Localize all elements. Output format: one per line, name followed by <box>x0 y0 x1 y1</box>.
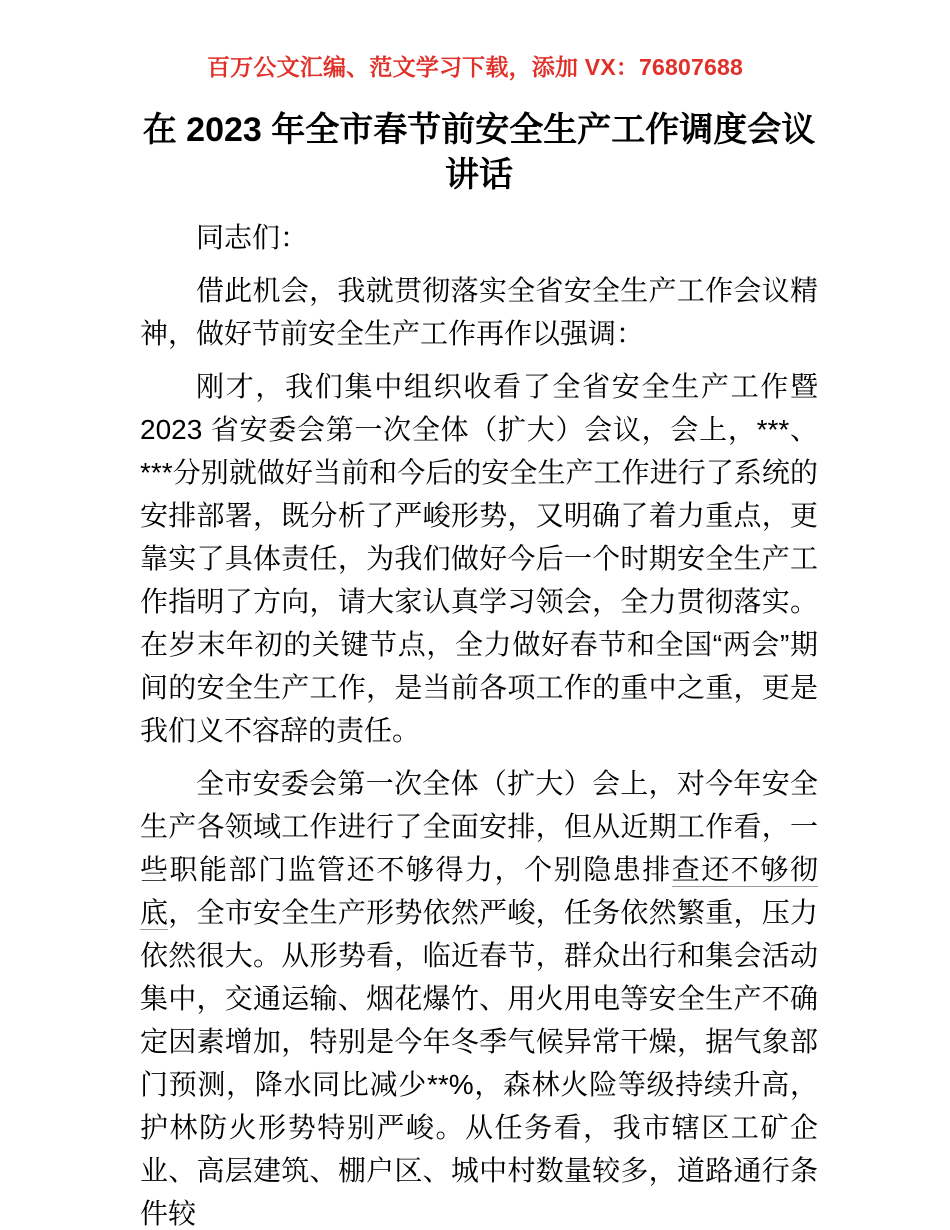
paragraph-text-segment: 全市安委会第一次全体（扩大）会上，对今年安全生产各领域工作进行了全面安排，但从近期工作看，一些职能部门监管还不够得力，个别隐患排 <box>140 768 818 885</box>
paragraph-text-segment: ，全市安全生产形势依然严峻，任务依然繁重，压力依然很大。从形势看，临近春节，群众出行和集会活动集中，交通运输、烟花爆竹、用火用电等安全生产不确定因素增加，特别是今年冬季气候异常干燥，据气象部门预测，降水同比减少**%，森林火险等级持续升高，护林防火形势特别严峻。从任务看，我市辖区工矿企业、高层建筑、棚户区、城中村数量较多，道路通行条件较 <box>140 897 818 1229</box>
grammar-flagged-text: 查还不够彻底 <box>140 854 818 928</box>
document-title: 在 2023 年全市春节前安全生产工作调度会议讲话 <box>142 111 816 194</box>
paragraph-intro: 借此机会，我就贯彻落实全省安全生产工作会议精神，做好节前安全生产工作再作以强调： <box>140 275 818 349</box>
promo-banner-text: 百万公文汇编、范文学习下载，添加 VX：76807688 <box>206 54 743 80</box>
paragraph-salutation: 同志们： <box>196 222 309 253</box>
document-content <box>140 108 818 1230</box>
paragraph-situation-analysis <box>140 762 818 1230</box>
paragraph-meeting-review: 刚才，我们集中组织收看了全省安全生产工作暨 2023 省安委会第一次全体（扩大）会议，会上，***、***分别就做好当前和今后的安全生产工作进行了系统的安排部署，既分析了严峻形势，又明确了着力重点，更靠实了具体责任，为我们做好今后一个时期安全生产工作指明了方向，请大家认真学习领会，全力贯彻落实。在岁末年初的关键节点，全力做好春节和全国“两会”期间的安全生产工作，是当前各项工作的重中之重，更是我们义不容辞的责任。 <box>140 371 818 746</box>
